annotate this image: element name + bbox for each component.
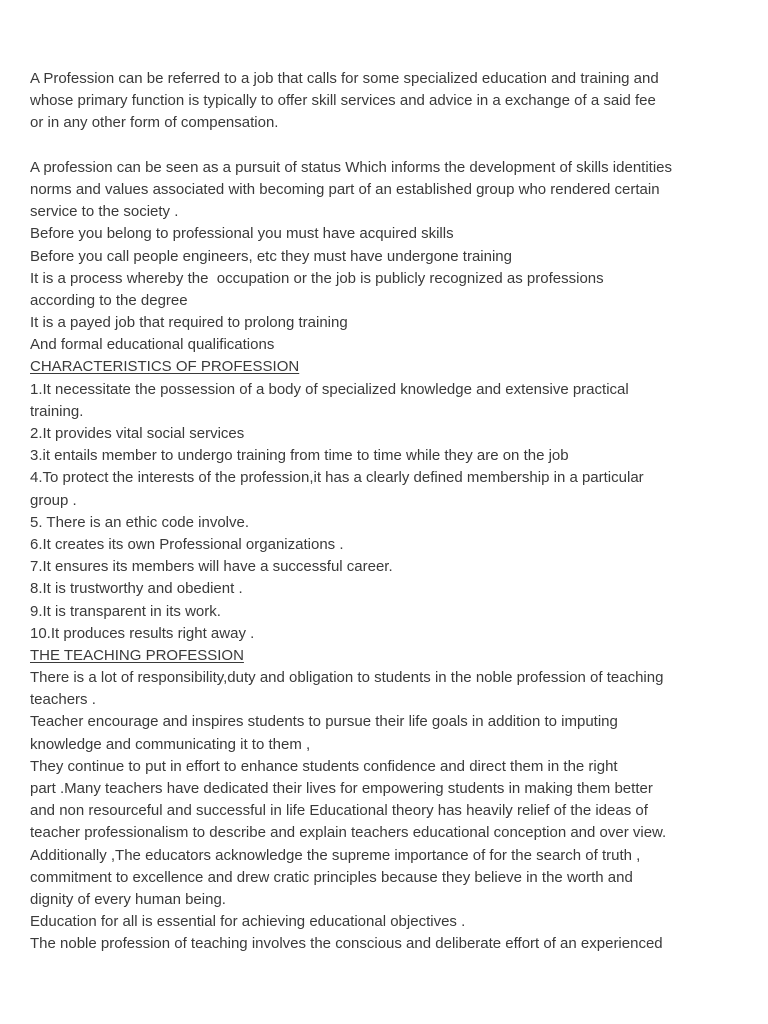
text-line: knowledge and communicating it to them , bbox=[30, 735, 311, 753]
text-line: The noble profession of teaching involves the conscious and deliberate effort of an experienced bbox=[30, 935, 663, 953]
list-item: training. bbox=[30, 402, 84, 420]
text-line: They continue to put in effort to enhance students confidence and direct them in the right bbox=[30, 757, 618, 775]
document-body bbox=[30, 68, 742, 956]
list-item: 8.It is trustworthy and obedient . bbox=[30, 580, 243, 598]
text-line: And formal educational qualifications bbox=[30, 336, 275, 354]
text-line: whose primary function is typically to offer skill services and advice in a exchange of a said fee bbox=[30, 92, 656, 110]
intro-paragraph bbox=[30, 68, 742, 135]
text-line: teacher professionalism to describe and explain teachers educational conception and over view. bbox=[30, 824, 667, 842]
text-line: Teacher encourage and inspires students to pursue their life goals in addition to imputing bbox=[30, 713, 618, 731]
text-line: part .Many teachers have dedicated their lives for empowering students in making them better bbox=[30, 780, 653, 797]
text-line: commitment to excellence and drew cratic principles because they believe in the worth and bbox=[30, 868, 633, 886]
status-paragraph bbox=[30, 157, 742, 357]
text-line: according to the degree bbox=[30, 291, 188, 309]
text-line: Before you belong to professional you must have acquired skills bbox=[30, 225, 454, 243]
text-line: Additionally ,The educators acknowledge the supreme importance of for the search of truth , bbox=[30, 846, 641, 864]
list-item: 3.it entails member to undergo training from time to time while they are on the job bbox=[30, 447, 569, 465]
teaching-heading: THE TEACHING PROFESSION bbox=[30, 646, 244, 664]
paragraph-gap bbox=[30, 135, 742, 157]
list-item: 2.It provides vital social services bbox=[30, 425, 245, 442]
list-item: 1.It necessitate the possession of a body of specialized knowledge and extensive practical bbox=[30, 380, 629, 398]
text-line: A Profession can be referred to a job that calls for some specialized education and training and bbox=[30, 70, 659, 87]
list-item: 9.It is transparent in its work. bbox=[30, 602, 221, 620]
characteristics-heading: CHARACTERISTICS OF PROFESSION bbox=[30, 358, 300, 376]
text-line: dignity of every human being. bbox=[30, 890, 226, 908]
text-line: There is a lot of responsibility,duty and obligation to students in the noble profession of teaching bbox=[30, 669, 664, 687]
text-line: Education for all is essential for achieving educational objectives . bbox=[30, 913, 466, 931]
list-item: 6.It creates its own Professional organizations . bbox=[30, 535, 344, 553]
text-line: or in any other form of compensation. bbox=[30, 114, 279, 132]
text-line: It is a process whereby the occupation or the job is publicly recognized as professions bbox=[30, 269, 604, 287]
list-item: 5. There is an ethic code involve. bbox=[30, 513, 250, 531]
list-item: 7.It ensures its members will have a successful career. bbox=[30, 558, 393, 576]
list-item: 4.To protect the interests of the profession,it has a clearly defined membership in a particular bbox=[30, 469, 644, 487]
text-line: A profession can be seen as a pursuit of status Which informs the development of skills identities bbox=[30, 158, 672, 176]
text-line: service to the society . bbox=[30, 203, 179, 221]
text-line: and non resourceful and successful in life Educational theory has heavily relief of the ideas of bbox=[30, 802, 648, 820]
list-item: group . bbox=[30, 491, 77, 509]
text-line: teachers . bbox=[30, 691, 96, 709]
teaching-section bbox=[30, 645, 742, 956]
text-line: It is a payed job that required to prolong training bbox=[30, 314, 348, 332]
text-line: Before you call people engineers, etc they must have undergone training bbox=[30, 247, 512, 265]
list-item: 10.It produces results right away . bbox=[30, 624, 255, 642]
characteristics-section bbox=[30, 356, 742, 644]
text-line: norms and values associated with becoming part of an established group who rendered certain bbox=[30, 180, 660, 198]
